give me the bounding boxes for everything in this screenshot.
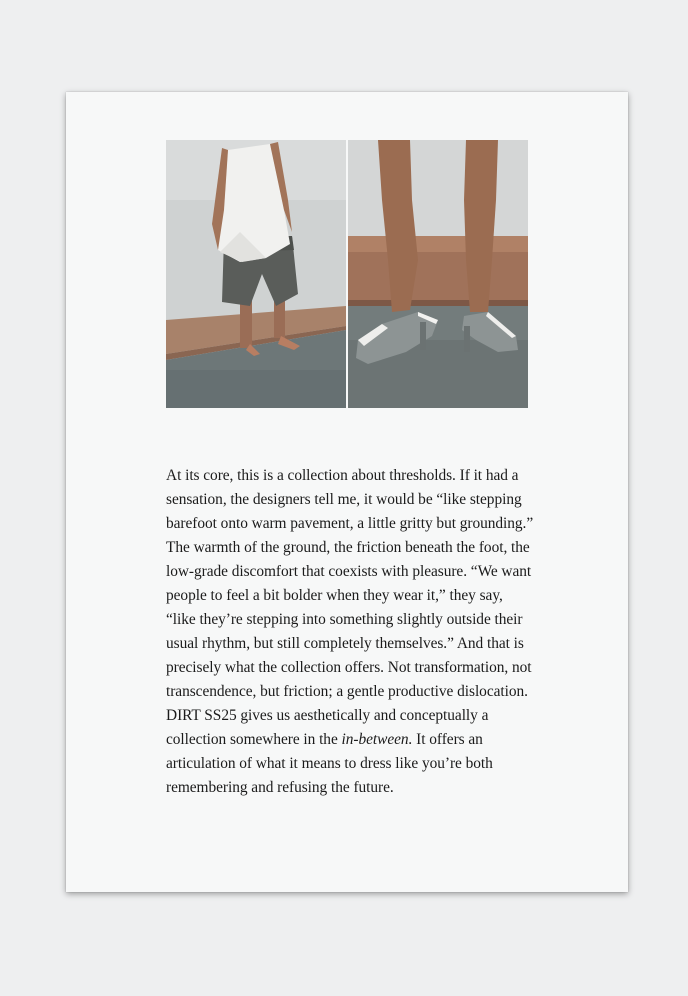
photo-strip (166, 140, 528, 408)
article-emphasis: in-between. (341, 731, 413, 748)
photo-left-image (166, 140, 346, 408)
photo-left (166, 140, 346, 408)
article-text-after: It offers an articulation of what it means to dress like you’re both remembering and refusing the future. (166, 731, 493, 796)
photo-right-image (348, 140, 528, 408)
photo-right (348, 140, 528, 408)
article-text-before: At its core, this is a collection about thresholds. If it had a sensation, the designers tell me, it would be “like stepping barefoot onto warm pavement, a little gritty but grounding.” The warmth of the ground, the friction beneath the foot, the low-grade discomfort that coexists with pleasure. “We want people to feel a bit bolder when they wear it,” they say, “like they’re stepping into something slightly outside their usual rhythm, but still completely themselves.” And that is precisely what the collection offers. Not transformation, not transcendence, but friction; a gentle productive dislocation. DIRT SS25 gives us aesthetically and conceptually a collection somewhere in the (166, 467, 534, 748)
magazine-page (66, 92, 628, 892)
article-paragraph (166, 464, 536, 800)
